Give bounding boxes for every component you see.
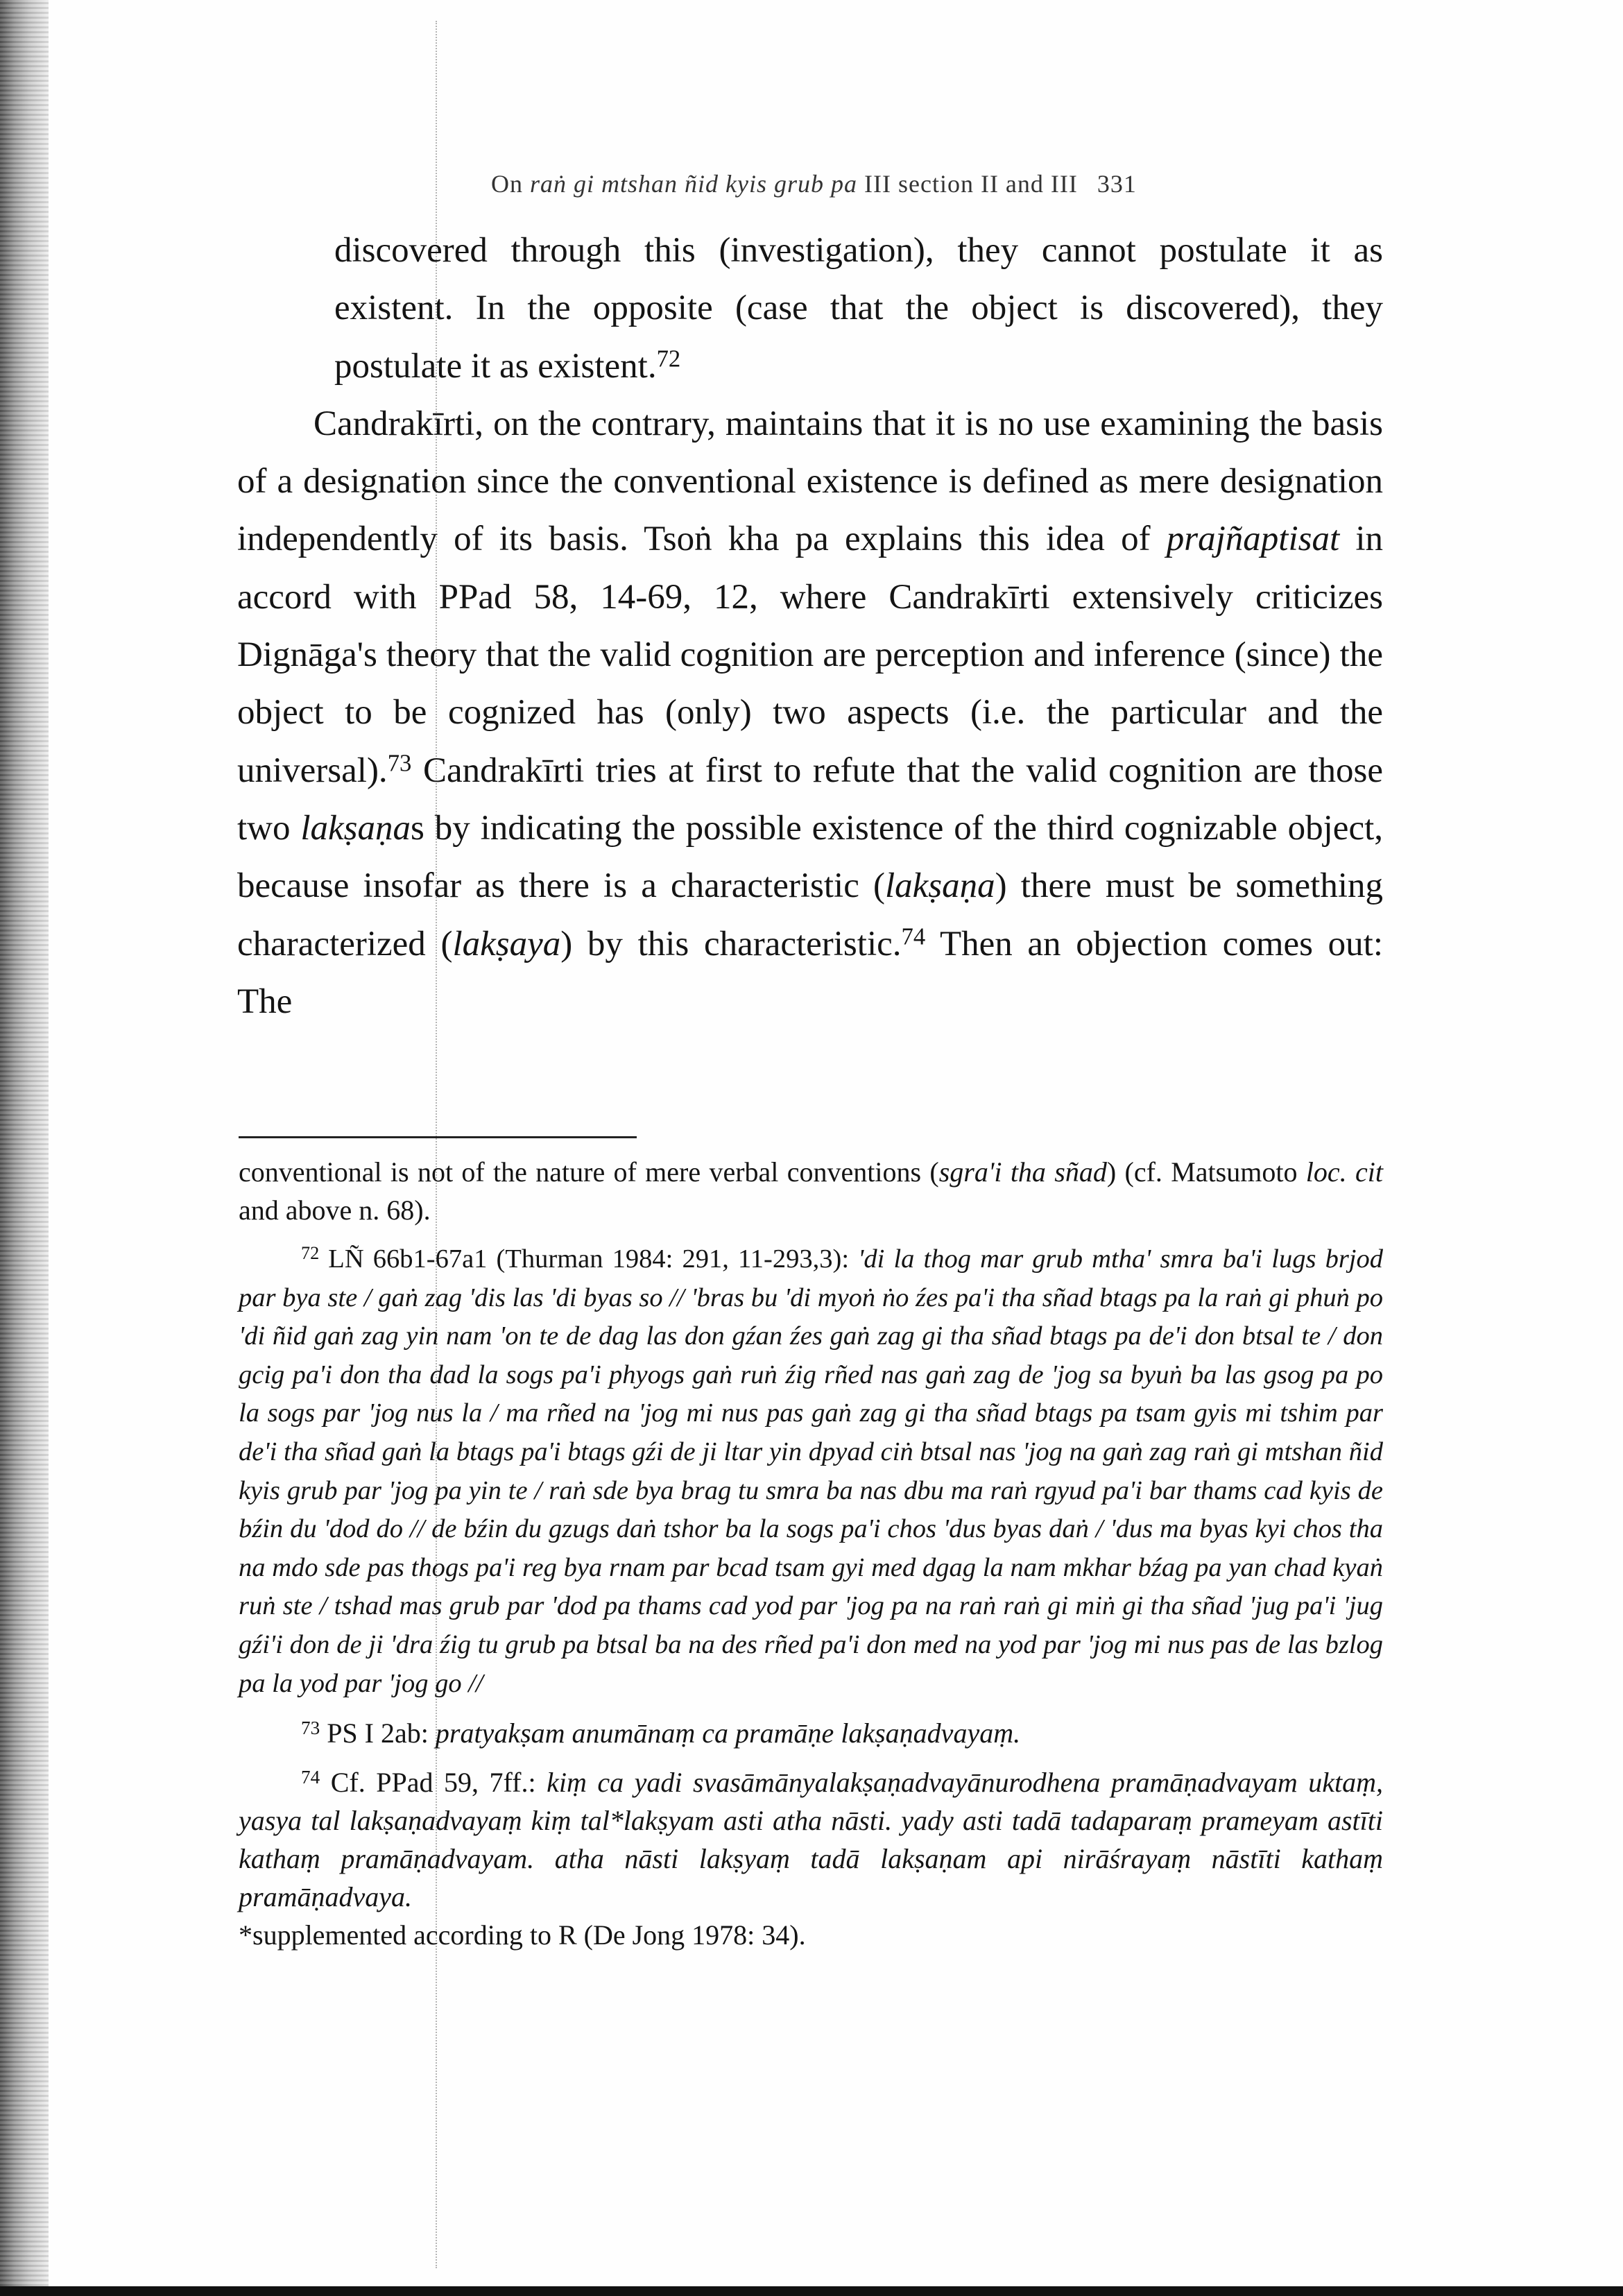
- p2-sentence-3b: s by indicating the possible existence of the third cognizable object, because insofar as there is a characteristic (: [237, 808, 1383, 906]
- p2-sentence-3c: ) there must be something characterized (: [237, 866, 1383, 963]
- footnotes: [239, 1153, 1383, 1965]
- footnote-number-73: 73: [301, 1717, 320, 1738]
- p2-sentence-4: Then an objection comes out: The: [237, 924, 1384, 1021]
- page-bottom-edge: [0, 2286, 1623, 2296]
- fn-cont-loc-cit: loc. cit: [1305, 1156, 1383, 1188]
- fn-cont-text-1: conventional is not of the nature of mere verbal conventions (: [239, 1156, 939, 1188]
- footnote-separator: [239, 1136, 637, 1138]
- footnote-number-72: 72: [301, 1243, 320, 1264]
- term-prajnaptisat: prajñaptisat: [1166, 520, 1340, 559]
- running-head-suffix: III section II and III: [864, 170, 1078, 198]
- fn-cont-text-2: ) (cf. Matsumoto: [1106, 1156, 1306, 1188]
- footnote-74-supplement: *supplemented according to R (De Jong 1978: 34).: [239, 1919, 806, 1951]
- footnote-74-reference: Cf. PPad 59, 7ff.:: [320, 1767, 547, 1799]
- footnote-ref-72: 72: [656, 345, 681, 372]
- term-laksaya: lakṣaya: [452, 924, 561, 963]
- footnote-number-74: 74: [301, 1766, 320, 1788]
- paragraph-continued: [237, 222, 1383, 395]
- running-head-title: raṅ gi mtshan ñid kyis grub pa: [530, 170, 858, 198]
- fn-cont-text-3: and above n. 68).: [239, 1194, 431, 1226]
- footnote-72: [239, 1240, 1383, 1703]
- paragraph-1-text: discovered through this (investigation), they cannot postulate it as existent. In the opposite (case that the object is discovered), they postulate it as existent.: [334, 231, 1383, 386]
- footnote-74: [239, 1763, 1383, 1954]
- footnote-74-sanskrit-quote: kiṃ ca yadi svasāmānyalakṣaṇadvayānurodhena pramāṇadvayam uktaṃ, yasya tal lakṣaṇadvayaṃ kiṃ tal*lakṣyam asti atha nāsti. yady asti tadā tadaparaṃ prameyam astīti kathaṃ pramāṇadvayam. atha nāsti lakṣyaṃ tadā lakṣaṇam api nirāśrayaṃ nāstīti kathaṃ pramāṇadvaya.: [239, 1767, 1383, 1913]
- p2-sentence-1: Candrakīrti, on the contrary, maintains that it is no use examining the basis of a designation since the conventional existence is defined as mere designation independently of its basis. Tsoṅ kha pa explains this idea of: [237, 404, 1383, 559]
- running-head-prefix: On: [491, 170, 523, 198]
- term-laksana: lakṣaṇa: [884, 866, 995, 906]
- main-text: [237, 222, 1383, 1031]
- p2-sentence-3: Candrakīrti tries at first to refute that the valid cognition are those two: [237, 751, 1383, 848]
- running-head: [491, 169, 1387, 198]
- p2-sentence-3d: ) by this characteristic.: [560, 924, 902, 963]
- footnote-73-reference: PS I 2ab:: [320, 1717, 436, 1749]
- footnote-ref-73: 73: [387, 749, 412, 777]
- footnote-73: [239, 1714, 1383, 1752]
- footnote-72-reference: LÑ 66b1-67a1 (Thurman 1984: 291, 11-293,3):: [319, 1244, 859, 1274]
- footnote-73-sanskrit-quote: pratyakṣam anumānaṃ ca pramāṇe lakṣaṇadvayaṃ.: [435, 1717, 1021, 1749]
- footnote-72-tibetan-quote: 'di la thog mar grub mtha' smra ba'i lugs brjod par bya ste / gaṅ zag 'dis las 'di byas so // 'bras bu 'di myoṅ ṅo źes pa'i tha sñad btags pa la raṅ gi phuṅ po 'di ñid gaṅ zag yin nam 'on te de dag las don gźan źes gaṅ zag gi tha sñad btags pa de'i don btsal te / don gcig pa'i don tha dad la sogs pa'i phyogs gaṅ ruṅ źig rñed nas gaṅ zag de 'jog sa byuṅ ba las gsog pa po la sogs par 'jog nus la / ma rñed na 'jog mi nus pas gaṅ zag gi tha sñad btags pa tsam gyis mi tshim par de'i tha sñad gaṅ la btags pa'i btags gźi de ji ltar yin dpyad ciṅ btsal nas 'jog na gaṅ zag raṅ gi mtshan ñid kyis grub par 'jog pa yin te / raṅ sde bya brag tu smra ba nas dbu ma raṅ rgyud pa'i bar thams cad kyis de bźin du 'dod do // de bźin du gzugs daṅ tshor ba la sogs pa'i chos 'dus byas daṅ / 'dus ma byas kyi chos tha na mdo sde pas thogs pa'i reg bya rnam par bcad tsam gyi med dgag la nam mkhar bźag pa yan chad kyaṅ ruṅ ste / tshad mas grub par 'dod pa thams cad yod par 'jog pa na raṅ raṅ gi miṅ gi tha sñad 'jug pa'i 'jug gźi'i don de ji 'dra źig tu grub pa btsal ba na des rñed pa'i don med na yod par 'jog mi nus pas de las bzlog pa la yod par 'jog go //: [239, 1244, 1384, 1698]
- footnote-ref-74: 74: [901, 922, 926, 950]
- fn-cont-tibetan: sgra'i tha sñad: [938, 1156, 1107, 1188]
- paragraph-candrakirti: [237, 395, 1383, 1031]
- footnote-continued: [239, 1153, 1383, 1229]
- p2-sentence-2: in accord with PPad 58, 14-69, 12, where Candrakīrti extensively criticizes Dignāga's theory that the valid cognition are perception and inference (since) the object to be cognized has (only) two aspects (i.e. the particular and the universal).: [237, 520, 1383, 790]
- term-laksana-plural: lakṣaṇa: [300, 808, 411, 848]
- page-number: 331: [1097, 170, 1137, 198]
- book-spine-shadow: [0, 0, 49, 2296]
